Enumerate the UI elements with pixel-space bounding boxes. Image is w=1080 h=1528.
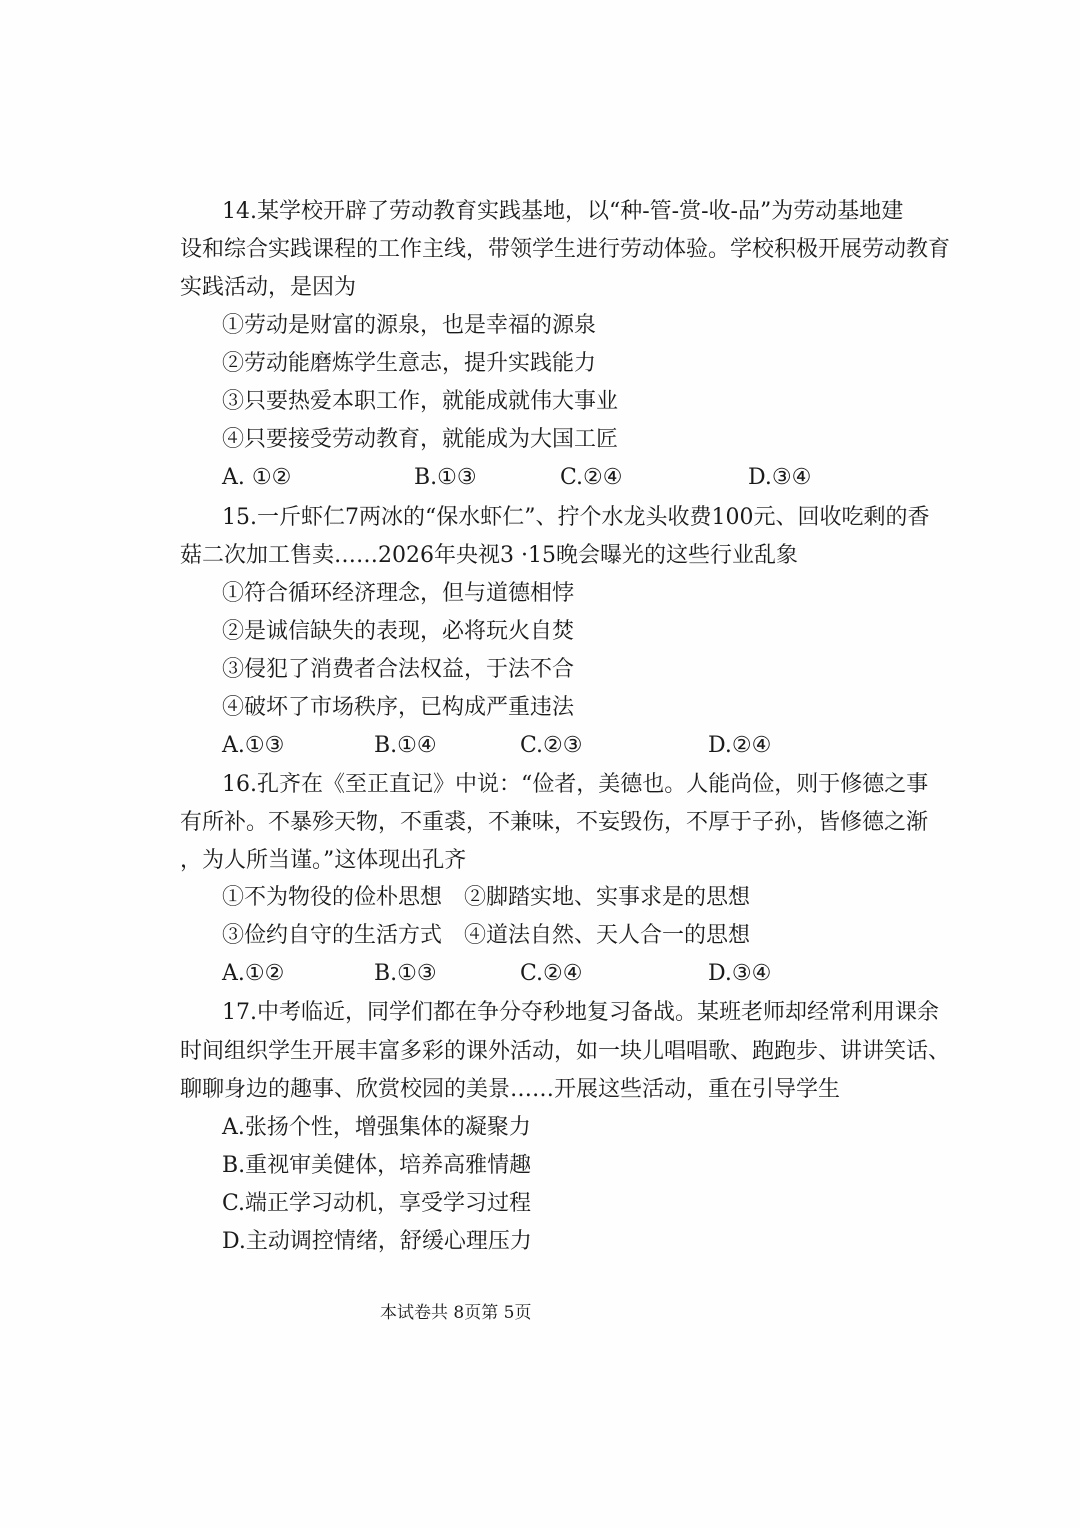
q14-choice-a: A. ①② <box>222 465 292 490</box>
q14-stem-line-2: 设和综合实践课程的工作主线，带领学生进行劳动体验。学校积极开展劳动教育 <box>180 237 951 262</box>
q15-stem-line-2: 菇二次加工售卖……2026年央视3 ·15晚会曝光的这些行业乱象 <box>180 543 798 568</box>
q16-stem-line-1: 16.孔齐在《至正直记》中说：“俭者，美德也。人能尚俭，则于修德之事 <box>222 772 929 797</box>
q14-choice-c: C.②④ <box>560 465 623 490</box>
q17-option-c: C.端正学习动机，享受学习过程 <box>222 1191 532 1216</box>
q17-option-d: D.主动调控情绪，舒缓心理压力 <box>222 1229 532 1254</box>
q16-option-row-2: ③俭约自守的生活方式 ④道法自然、天人合一的思想 <box>222 923 751 948</box>
q15-stem-line-1: 15.一斤虾仁7两冰的“保水虾仁”、拧个水龙头收费100元、回收吃剩的香 <box>222 505 930 530</box>
q16-stem-line-3: ，为人所当谨。”这体现出孔齐 <box>180 848 467 873</box>
q15-choice-d: D.②④ <box>708 733 772 758</box>
q17-stem-line-1: 17.中考临近，同学们都在争分夺秒地复习备战。某班老师却经常利用课余 <box>222 1000 939 1025</box>
q14-option-2: ②劳动能磨炼学生意志，提升实践能力 <box>222 351 597 376</box>
q15-option-3: ③侵犯了消费者合法权益，于法不合 <box>222 657 575 682</box>
q17-stem-line-2: 时间组织学生开展丰富多彩的课外活动，如一块儿唱唱歌、跑跑步、讲讲笑话、 <box>180 1039 951 1064</box>
q15-option-2: ②是诚信缺失的表现，必将玩火自焚 <box>222 619 575 644</box>
q14-option-4: ④只要接受劳动教育，就能成为大国工匠 <box>222 427 619 452</box>
q16-choice-b: B.①③ <box>374 961 437 986</box>
q14-stem-line-1: 14.某学校开辟了劳动教育实践基地，以“种-管-赏-收-品”为劳动基地建 <box>222 199 904 224</box>
q14-choice-b: B.①③ <box>414 465 477 490</box>
q16-choice-a: A.①② <box>222 961 285 986</box>
q14-option-3: ③只要热爱本职工作，就能成就伟大事业 <box>222 389 619 414</box>
q16-choice-c: C.②④ <box>520 961 583 986</box>
q17-option-b: B.重视审美健体，培养高雅情趣 <box>222 1153 532 1178</box>
q14-stem-line-3: 实践活动，是因为 <box>180 275 357 300</box>
q16-choice-d: D.③④ <box>708 961 772 986</box>
q15-option-4: ④破坏了市场秩序，已构成严重违法 <box>222 695 575 720</box>
q16-option-row-1: ①不为物役的俭朴思想 ②脚踏实地、实事求是的思想 <box>222 885 751 910</box>
q14-choice-d: D.③④ <box>748 465 812 490</box>
q15-choice-c: C.②③ <box>520 733 583 758</box>
page-footer: 本试卷共 8页第 5页 <box>380 1303 532 1323</box>
q16-stem-line-2: 有所补。不暴殄天物，不重裘，不兼味，不妄毁伤，不厚于子孙，皆修德之渐 <box>180 810 929 835</box>
q17-stem-line-3: 聊聊身边的趣事、欣赏校园的美景……开展这些活动，重在引导学生 <box>180 1077 841 1102</box>
q15-option-1: ①符合循环经济理念，但与道德相悖 <box>222 581 575 606</box>
q15-choice-a: A.①③ <box>222 733 285 758</box>
q14-option-1: ①劳动是财富的源泉，也是幸福的源泉 <box>222 313 597 338</box>
q15-choice-b: B.①④ <box>374 733 437 758</box>
q17-option-a: A.张扬个性，增强集体的凝聚力 <box>222 1115 531 1140</box>
